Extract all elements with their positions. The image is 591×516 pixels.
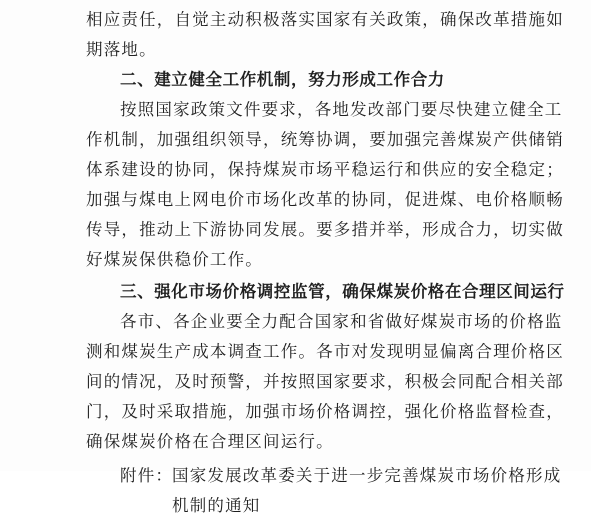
body-line: 按照国家政策文件要求，各地发改部门要尽快建立健全工 [120,100,563,119]
section-heading-2: 二、建立健全工作机制，努力形成工作合力 [120,70,445,89]
body-line: 各市、各企业要全力配合国家和省做好煤炭市场的价格监 [120,312,563,331]
body-line: 作机制，加强组织领导，统筹协调，要加强完善煤炭产供储销 [86,130,564,149]
attachment-title: 机制的通知 [172,496,261,515]
body-line: 门，及时采取措施，加强市场价格调控，强化价格监督检查， [86,402,564,421]
body-line: 好煤炭保供稳价工作。 [86,250,263,269]
body-line: 确保煤炭价格在合理区间运行。 [86,432,334,451]
section-heading-3: 三、强化市场价格调控监管，确保煤炭价格在合理区间运行 [120,282,565,301]
attachment-label: 附件： [120,466,174,485]
body-line: 测和煤炭生产成本调查工作。各市对发现明显偏离合理价格区 [86,342,564,361]
body-line: 期落地。 [86,40,157,59]
body-line: 体系建设的协同，保持煤炭市场平稳运行和供应的安全稳定； [86,160,564,179]
attachment-title: 国家发展改革委关于进一步完善煤炭市场价格形成 [172,466,562,485]
body-line: 间的情况，及时预警，并按照国家要求，积极会同配合相关部 [86,372,564,391]
body-line: 加强与煤电上网电价市场化改革的协同，促进煤、电价格顺畅 [86,190,564,209]
body-line: 相应责任，自觉主动积极落实国家有关政策，确保改革措施如 [86,10,564,29]
body-line: 传导，推动上下游协同发展。要多措并举，形成合力，切实做 [86,220,564,239]
